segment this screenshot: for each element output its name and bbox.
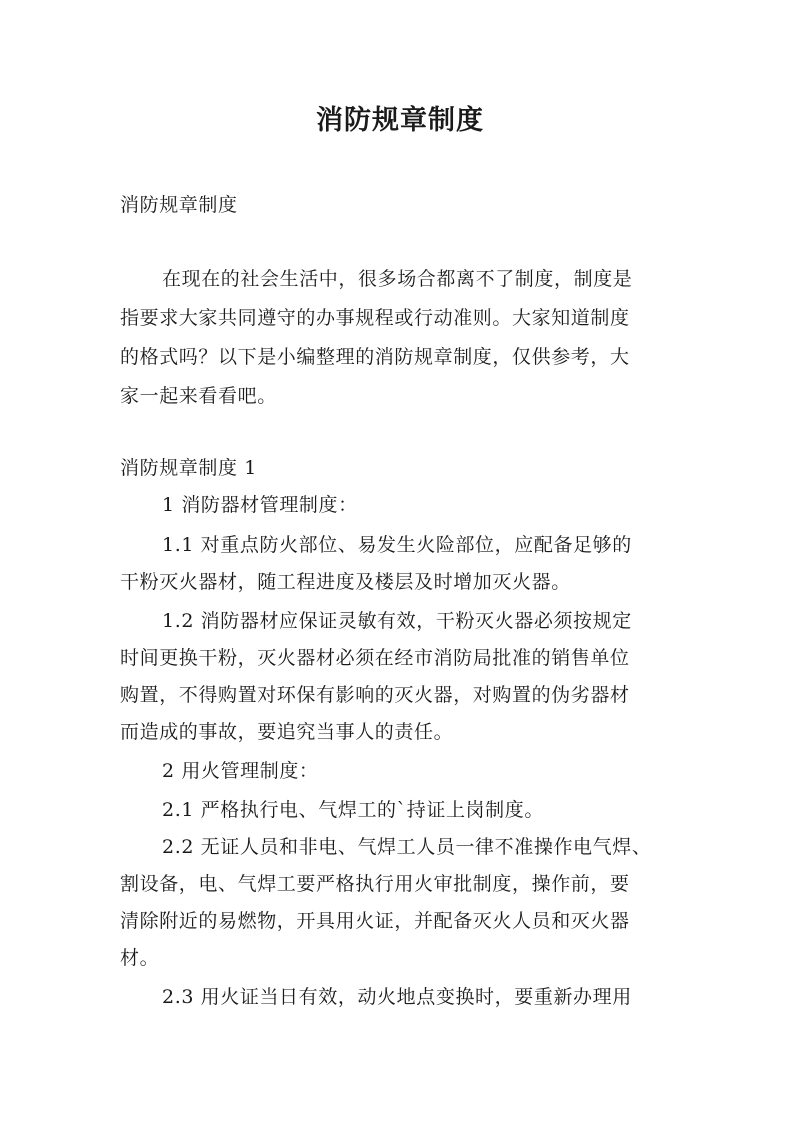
clause-line: 2.1 严格执行电、气焊工的`持证上岗制度。 [162,799,544,821]
document-title: 消防规章制度 [316,105,484,136]
clause-line: 购置，不得购置对环保有影响的灭火器，对购置的伪劣器材 [120,684,630,706]
document-subtitle: 消防规章制度 [120,194,238,216]
clause-line: 2.3 用火证当日有效，动火地点变换时，要重新办理用 [162,986,632,1008]
clause-line: 时间更换干粉，灭火器材必须在经市消防局批准的销售单位 [120,647,630,669]
clause-line: 清除附近的易燃物，开具用火证，并配备灭火人员和灭火器 [120,910,630,932]
intro-line: 的格式吗？以下是小编整理的消防规章制度，仅供参考，大 [120,346,630,368]
intro-line: 在现在的社会生活中，很多场合都离不了制度，制度是 [162,268,633,290]
clause-heading: 1 消防器材管理制度： [162,494,358,516]
intro-line: 指要求大家共同遵守的办事规程或行动准则。大家知道制度 [120,307,630,329]
clause-line: 1.1 对重点防火部位、易发生火险部位，应配备足够的 [162,534,632,556]
section-heading: 消防规章制度 1 [120,457,257,479]
clause-heading: 2 用火管理制度： [162,760,319,782]
clause-line: 割设备，电、气焊工要严格执行用火审批制度，操作前，要 [120,873,630,895]
clause-line: 而造成的事故，要追究当事人的责任。 [120,721,454,743]
intro-line: 家一起来看看吧。 [120,385,277,407]
clause-line: 1.2 消防器材应保证灵敏有效，干粉灭火器必须按规定 [162,610,632,632]
clause-line: 2.2 无证人员和非电、气焊工人员一律不准操作电气焊、 [162,836,652,858]
clause-line: 材。 [120,947,160,969]
clause-line: 干粉灭火器材，随工程进度及楼层及时增加灭火器。 [120,571,571,593]
